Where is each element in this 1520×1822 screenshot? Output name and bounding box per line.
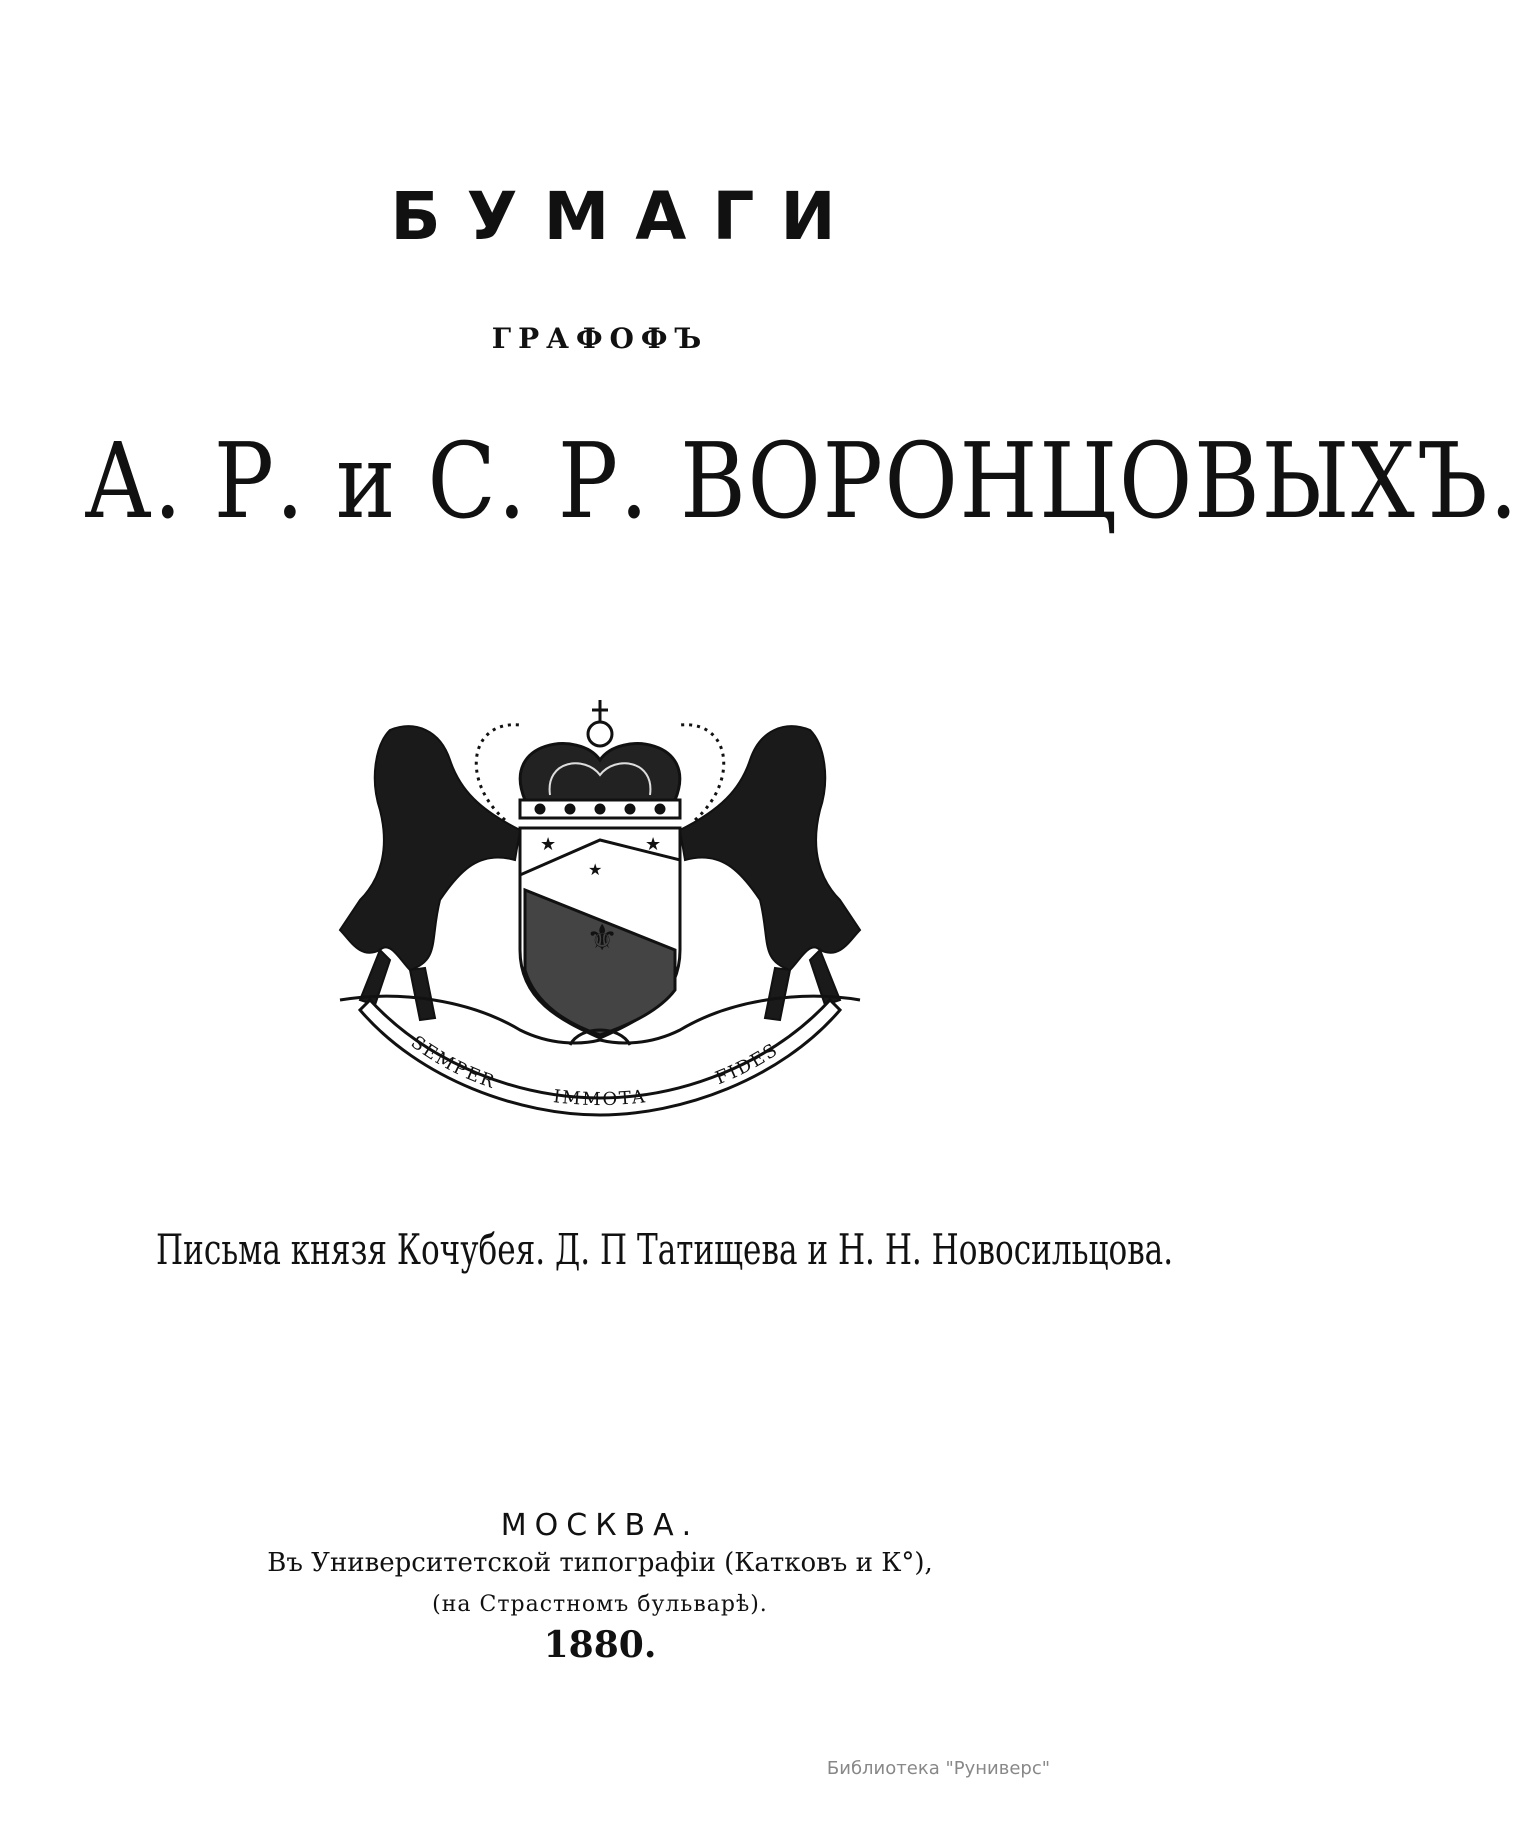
imprint-address: (на Страстномъ бульварѣ). — [432, 1592, 768, 1617]
book-title-names: А. Р. и С. Р. ВОРОНЦОВЫХЪ. — [84, 420, 1520, 542]
book-title-sub: ГРАФОФЪ — [491, 322, 709, 355]
imprint-year: 1880. — [543, 1624, 657, 1666]
motto-word-3: FIDES — [712, 1038, 783, 1090]
motto-word-2: IMMOTA — [552, 1086, 648, 1111]
svg-text:IMMOTA — [552, 1086, 648, 1110]
svg-text:⚜: ⚜ — [586, 918, 619, 959]
imprint-city: МОСКВА. — [500, 1508, 700, 1543]
shield-icon — [520, 828, 680, 1038]
svg-text:★: ★ — [540, 834, 557, 855]
right-horse-supporter-icon — [680, 726, 860, 1020]
svg-text:★: ★ — [588, 860, 603, 879]
svg-text:★: ★ — [645, 834, 662, 855]
book-title: БУМАГИ — [390, 178, 862, 255]
left-horse-supporter-icon — [340, 726, 520, 1020]
motto-word-1: SEMPER — [406, 1031, 499, 1094]
contents-subtitle: Письма князя Кочубея. Д. П Татищева и Н. Н. Новосильцова. — [156, 1225, 1174, 1274]
crown-icon — [476, 700, 723, 820]
library-watermark: Библиотека "Руниверс" — [826, 1758, 1050, 1779]
imprint-press: Въ Университетской типографіи (Катковъ и К°), — [267, 1548, 933, 1578]
coat-of-arms-emblem — [320, 700, 880, 1120]
